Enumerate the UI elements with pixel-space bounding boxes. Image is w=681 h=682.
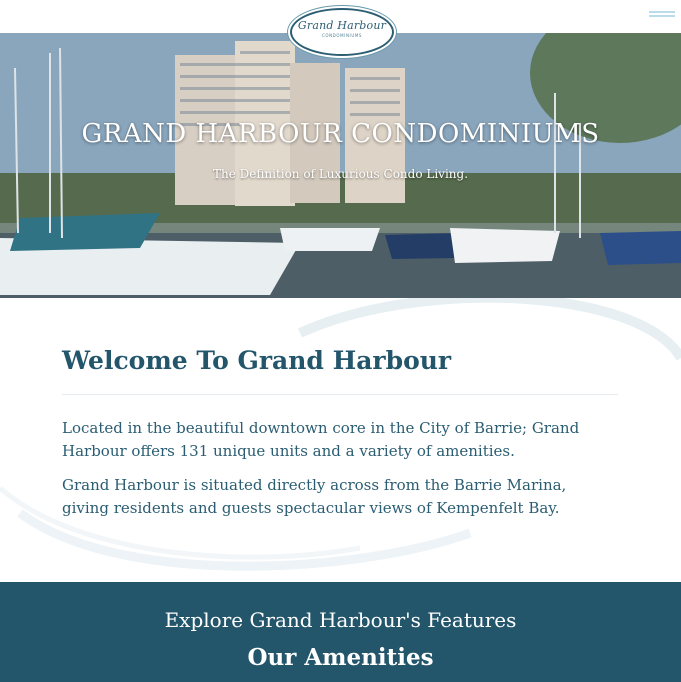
hamburger-menu-icon[interactable] [649,11,675,21]
welcome-section [0,298,681,582]
hero-title: GRAND HARBOUR CONDOMINIUMS [81,119,600,149]
features-subtitle: Explore Grand Harbour's Features [164,608,517,632]
hero-banner [0,33,681,298]
site-logo[interactable] [290,8,394,56]
section-divider [62,394,618,395]
hero-subtitle: The Definition of Luxurious Condo Living. [212,167,469,181]
amenities-heading: Our Amenities [247,644,434,671]
hero-marina-image [0,33,681,298]
welcome-paragraph-1: Located in the beautiful downtown core in the City of Barrie; Grand Harbour offers 131 unique units and a variety of amenities. [62,419,580,460]
features-section [0,582,681,682]
welcome-heading: Welcome To Grand Harbour [62,346,452,375]
logo-subtitle: CONDOMINIUMS [321,33,363,38]
logo-name: Grand Harbour [297,19,387,32]
welcome-paragraph-2: Grand Harbour is situated directly across from the Barrie Marina, giving residents and guests spectacular views of Kempenfelt Bay. [62,476,567,517]
